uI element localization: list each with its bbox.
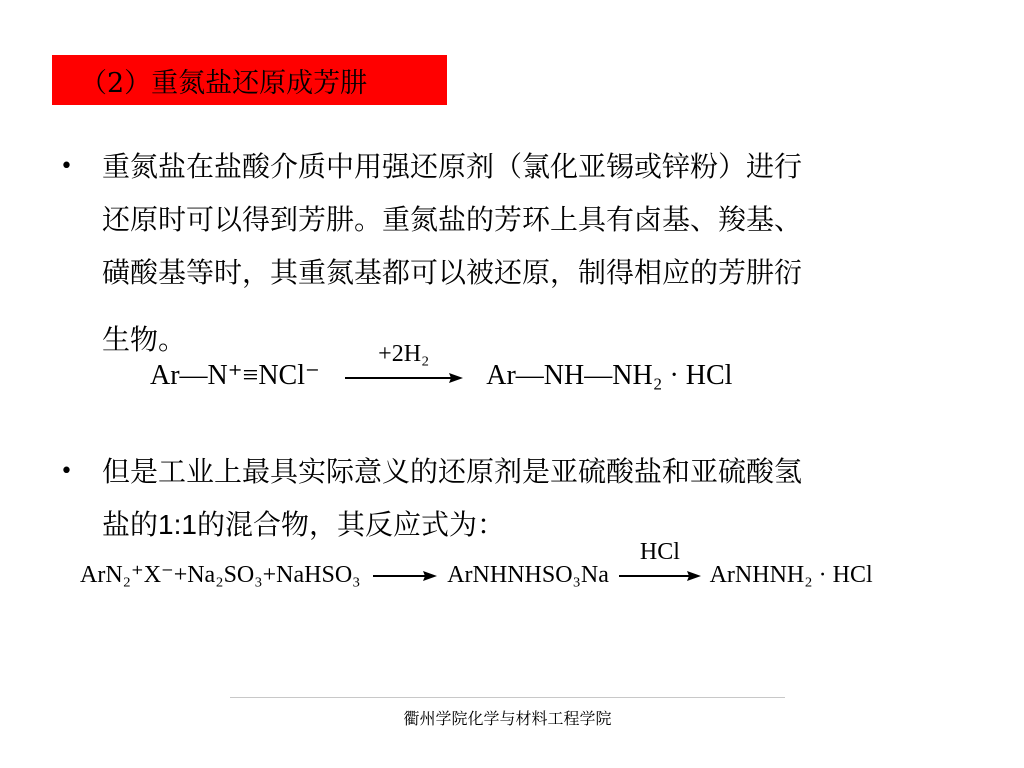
equation-1 — [150, 340, 733, 392]
bullet-1 — [60, 140, 970, 366]
footer-institution: 衢州学院化学与材料工程学院 — [403, 709, 612, 728]
bullet-2-line-2-end: 的混合物，其反应式为： — [196, 508, 505, 541]
right-arrow-icon — [619, 569, 701, 583]
bullet-2 — [60, 445, 970, 551]
right-arrow-icon — [345, 371, 463, 385]
equation-1-arrow — [345, 340, 463, 385]
bullet-2-line-1: 但是工业上最具实际意义的还原剂是亚硫酸盐和亚硫酸氢 — [102, 455, 803, 488]
equation-2-reagent: HCl — [639, 539, 680, 566]
bullet-1-line-2: 还原时可以得到芳肼。重氮盐的芳环上具有卤基、羧基、 — [102, 203, 803, 236]
bullet-1-text — [102, 140, 970, 366]
equation-1-reagent: +2H₂ — [378, 340, 430, 367]
bullet-1-line-4: 生物。 — [102, 323, 187, 356]
mixture-ratio: 1:1 — [158, 509, 197, 540]
equation-2-product: ArNHNH₂ · HCl — [709, 562, 873, 588]
equation-1-reactant: Ar—N⁺≡NCl⁻ — [150, 360, 320, 391]
bullet-dot: • — [60, 154, 73, 179]
bullet-1-line-1: 重氮盐在盐酸介质中用强还原剂（氯化亚锡或锌粉）进行 — [102, 150, 803, 183]
equation-2-arrow-2 — [619, 539, 701, 583]
slide-title — [52, 55, 447, 105]
bullet-2-text — [102, 445, 970, 551]
bullet-1-line-3: 磺酸基等时，其重氮基都可以被还原，制得相应的芳肼衍 — [102, 256, 803, 289]
equation-2-arrow-1 — [373, 569, 437, 583]
footer-divider — [230, 697, 785, 698]
bullet-2-line-2-start: 盐的 — [102, 508, 159, 541]
equation-2-reactants: ArN₂⁺X⁻+Na₂SO₃+NaHSO₃ — [80, 562, 361, 588]
bullet-dot: • — [60, 459, 73, 484]
bullet-2-line-2 — [102, 498, 970, 551]
equation-2-intermediate: ArNHNHSO₃Na — [447, 562, 609, 588]
equation-1-product: Ar—NH—NH₂ · HCl — [486, 360, 733, 391]
right-arrow-icon — [373, 569, 437, 583]
slide-title-text: （2）重氮盐还原成芳肼 — [80, 67, 368, 99]
equation-2 — [80, 539, 873, 589]
